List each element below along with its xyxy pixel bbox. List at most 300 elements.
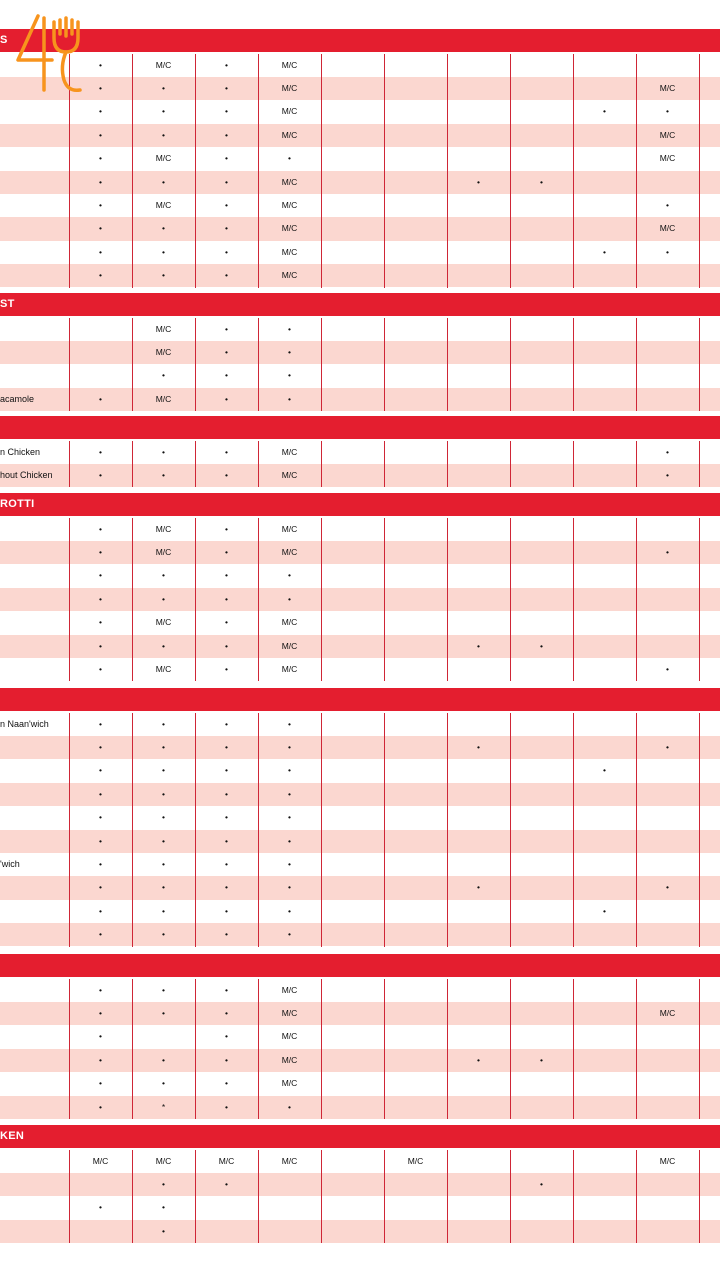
table-cell: •	[225, 199, 228, 210]
table-cell	[321, 364, 384, 387]
table-row	[0, 783, 720, 806]
table-cell: •	[288, 370, 291, 381]
table-cell	[384, 318, 447, 341]
table-cell: •	[162, 370, 165, 381]
column-rule	[699, 518, 700, 682]
table-cell	[447, 518, 510, 541]
table-cell	[384, 54, 447, 77]
table-cell: •	[225, 929, 228, 940]
column-rule	[195, 979, 196, 1119]
table-cell	[321, 54, 384, 77]
table-cell	[573, 923, 636, 946]
table-cell: •	[540, 1054, 543, 1065]
table-cell: •	[288, 882, 291, 893]
table-cell	[510, 713, 573, 736]
table-cell	[258, 1173, 321, 1196]
table-cell: •	[225, 546, 228, 557]
column-rule	[321, 518, 322, 682]
column-rule	[132, 713, 133, 947]
table-cell: •	[99, 858, 102, 869]
table-cell: •	[162, 446, 165, 457]
table-cell: M/C	[281, 469, 298, 480]
table-cell	[573, 194, 636, 217]
table-cell	[699, 1220, 720, 1243]
table-cell	[573, 464, 636, 487]
table-cell	[636, 1220, 699, 1243]
table-cell	[384, 658, 447, 681]
table-cell	[510, 1220, 573, 1243]
table-row	[0, 658, 720, 681]
column-rule	[258, 441, 259, 488]
table-cell: •	[162, 812, 165, 823]
table-row	[0, 900, 720, 923]
table-cell: M/C	[281, 984, 298, 995]
table-cell	[447, 318, 510, 341]
table-cell: •	[162, 905, 165, 916]
table-cell	[699, 518, 720, 541]
table-cell: •	[99, 718, 102, 729]
table-cell: •	[99, 129, 102, 140]
column-rule	[699, 1150, 700, 1244]
table-cell	[699, 264, 720, 287]
table-cell	[573, 806, 636, 829]
table-cell: •	[99, 446, 102, 457]
table-cell: •	[225, 223, 228, 234]
table-cell	[384, 241, 447, 264]
table-cell: M/C	[155, 523, 172, 534]
table-cell: M/C	[281, 446, 298, 457]
table-cell: •	[225, 1178, 228, 1189]
column-rule	[510, 441, 511, 488]
table-cell: •	[99, 835, 102, 846]
table-cell	[636, 635, 699, 658]
table-cell	[321, 147, 384, 170]
table-cell: M/C	[155, 199, 172, 210]
table-cell	[510, 364, 573, 387]
table-cell	[699, 241, 720, 264]
column-rule	[384, 979, 385, 1119]
table-cell	[321, 783, 384, 806]
table-cell	[573, 736, 636, 759]
table-row	[0, 564, 720, 587]
table-cell	[384, 1072, 447, 1095]
table-cell: •	[162, 129, 165, 140]
table-cell: •	[666, 546, 669, 557]
table-cell	[699, 876, 720, 899]
table-cell	[384, 124, 447, 147]
table-cell	[384, 900, 447, 923]
table-cell	[510, 1002, 573, 1025]
column-rule	[699, 713, 700, 947]
table-cell	[573, 364, 636, 387]
table-cell	[699, 979, 720, 1002]
table-row	[0, 759, 720, 782]
table-cell	[573, 1049, 636, 1072]
table-cell	[384, 217, 447, 240]
table-cell: •	[99, 270, 102, 281]
table-cell: •	[477, 882, 480, 893]
table-cell: M/C	[155, 153, 172, 164]
table-cell	[321, 77, 384, 100]
table-cell	[321, 830, 384, 853]
table-cell: •	[477, 741, 480, 752]
table-cell: •	[225, 765, 228, 776]
table-cell	[510, 830, 573, 853]
column-rule	[132, 318, 133, 412]
table-cell: •	[225, 788, 228, 799]
column-rule	[258, 54, 259, 288]
table-cell	[447, 806, 510, 829]
table-row	[0, 217, 720, 240]
table-cell	[510, 564, 573, 587]
table-cell	[573, 541, 636, 564]
column-rule	[573, 318, 574, 412]
table-cell	[573, 1025, 636, 1048]
table-cell: M/C	[281, 663, 298, 674]
table-cell: •	[162, 106, 165, 117]
table-cell: •	[225, 153, 228, 164]
table-cell	[510, 853, 573, 876]
table-cell: M/C	[659, 1007, 676, 1018]
column-rule	[573, 713, 574, 947]
table-cell: •	[99, 523, 102, 534]
table-cell	[447, 588, 510, 611]
table-cell	[384, 441, 447, 464]
table-cell	[573, 1150, 636, 1173]
column-rule	[573, 979, 574, 1119]
table-cell: •	[603, 106, 606, 117]
table-cell	[384, 588, 447, 611]
table-cell: •	[288, 741, 291, 752]
table-cell: •	[225, 984, 228, 995]
table-cell: •	[288, 393, 291, 404]
table-cell: •	[603, 246, 606, 257]
section-title: ROTTI	[0, 498, 35, 510]
table-cell	[699, 1049, 720, 1072]
table-cell	[384, 736, 447, 759]
table-cell	[699, 441, 720, 464]
table-cell: •	[225, 82, 228, 93]
table-cell	[321, 1049, 384, 1072]
column-rule	[258, 979, 259, 1119]
table-cell	[384, 464, 447, 487]
table-cell	[384, 1220, 447, 1243]
table-cell	[384, 979, 447, 1002]
table-row	[0, 1220, 720, 1243]
table-cell	[321, 853, 384, 876]
table-cell: M/C	[281, 59, 298, 70]
table-cell: •	[99, 765, 102, 776]
table-cell: •	[225, 905, 228, 916]
table-cell: M/C	[281, 1155, 298, 1166]
table-cell	[447, 124, 510, 147]
table-cell	[447, 464, 510, 487]
column-rule	[258, 518, 259, 682]
table-cell: M/C	[659, 129, 676, 140]
table-cell	[510, 217, 573, 240]
table-cell	[384, 1025, 447, 1048]
column-rule	[321, 713, 322, 947]
table-cell: •	[225, 523, 228, 534]
table-cell	[321, 588, 384, 611]
column-rule	[69, 318, 70, 412]
table-cell: •	[666, 446, 669, 457]
table-cell: •	[162, 984, 165, 995]
table-cell	[636, 1196, 699, 1219]
table-cell	[573, 388, 636, 411]
table-cell: •	[225, 593, 228, 604]
column-rule	[195, 1150, 196, 1244]
column-rule	[321, 54, 322, 288]
table-cell	[699, 588, 720, 611]
table-cell: M/C	[281, 270, 298, 281]
column-rule	[510, 518, 511, 682]
table-row	[0, 736, 720, 759]
table-row	[0, 241, 720, 264]
table-cell	[699, 124, 720, 147]
table-cell	[447, 923, 510, 946]
table-cell: M/C	[281, 640, 298, 651]
table-cell	[510, 77, 573, 100]
table-cell	[447, 1196, 510, 1219]
table-cell: •	[99, 1007, 102, 1018]
table-cell: •	[225, 370, 228, 381]
column-rule	[321, 979, 322, 1119]
column-rule	[195, 54, 196, 288]
table-cell	[573, 1072, 636, 1095]
table-row	[0, 806, 720, 829]
table-cell: •	[99, 393, 102, 404]
table-cell: •	[225, 270, 228, 281]
table-cell	[384, 611, 447, 634]
table-cell	[510, 783, 573, 806]
table-cell: M/C	[155, 663, 172, 674]
column-rule	[510, 979, 511, 1119]
table-cell	[510, 1096, 573, 1119]
table-cell: M/C	[281, 1007, 298, 1018]
column-rule	[447, 518, 448, 682]
table-cell: •	[666, 199, 669, 210]
table-cell: •	[288, 346, 291, 357]
table-row	[0, 853, 720, 876]
table-cell	[636, 1072, 699, 1095]
table-cell	[510, 736, 573, 759]
table-cell	[699, 364, 720, 387]
table-cell: •	[99, 59, 102, 70]
table-cell	[699, 194, 720, 217]
column-rule	[636, 713, 637, 947]
table-cell	[384, 713, 447, 736]
table-cell: M/C	[281, 106, 298, 117]
column-rule	[321, 1150, 322, 1244]
table-cell	[510, 759, 573, 782]
table-cell	[636, 830, 699, 853]
column-rule	[69, 1150, 70, 1244]
table-cell: •	[225, 741, 228, 752]
column-rule	[384, 1150, 385, 1244]
table-cell	[573, 147, 636, 170]
table-row	[0, 77, 720, 100]
row-label: 'wich	[0, 858, 20, 869]
table-cell	[384, 783, 447, 806]
table-row	[0, 1025, 720, 1048]
table-row	[0, 100, 720, 123]
column-rule	[69, 979, 70, 1119]
table-cell	[573, 783, 636, 806]
table-cell	[321, 1096, 384, 1119]
table-cell	[384, 147, 447, 170]
table-cell	[573, 341, 636, 364]
table-cell	[510, 979, 573, 1002]
table-cell: •	[225, 812, 228, 823]
table-cell	[699, 635, 720, 658]
column-rule	[258, 1150, 259, 1244]
table-cell	[699, 1196, 720, 1219]
table-cell	[636, 171, 699, 194]
table-cell	[699, 1150, 720, 1173]
table-cell	[573, 713, 636, 736]
table-cell	[510, 923, 573, 946]
table-cell	[699, 713, 720, 736]
table-cell	[510, 100, 573, 123]
table-cell	[699, 658, 720, 681]
table-cell	[699, 464, 720, 487]
table-cell	[636, 783, 699, 806]
table-cell: M/C	[155, 323, 172, 334]
table-cell: M/C	[281, 617, 298, 628]
table-cell	[384, 564, 447, 587]
table-cell	[699, 100, 720, 123]
table-cell	[510, 806, 573, 829]
table-cell: •	[99, 905, 102, 916]
table-cell	[573, 588, 636, 611]
table-cell: •	[162, 741, 165, 752]
table-row	[0, 1049, 720, 1072]
column-rule	[510, 318, 511, 412]
table-cell: •	[99, 176, 102, 187]
table-cell	[321, 806, 384, 829]
column-rule	[69, 713, 70, 947]
table-cell: •	[225, 858, 228, 869]
table-cell	[321, 611, 384, 634]
table-cell	[69, 1220, 132, 1243]
table-cell: •	[99, 82, 102, 93]
column-rule	[699, 318, 700, 412]
table-cell: •	[603, 765, 606, 776]
column-rule	[384, 318, 385, 412]
table-cell	[636, 54, 699, 77]
table-cell	[321, 318, 384, 341]
table-cell: •	[225, 617, 228, 628]
table-cell	[447, 830, 510, 853]
table-cell: M/C	[92, 1155, 109, 1166]
table-cell	[447, 1150, 510, 1173]
table-row	[0, 713, 720, 736]
row-label: n Naan'wich	[0, 718, 49, 729]
table-cell: •	[162, 1178, 165, 1189]
table-cell: *	[161, 1101, 166, 1112]
table-cell	[321, 217, 384, 240]
table-cell: •	[225, 882, 228, 893]
table-cell	[69, 318, 132, 341]
table-cell	[573, 54, 636, 77]
column-rule	[384, 441, 385, 488]
table-cell	[321, 1072, 384, 1095]
table-cell	[636, 806, 699, 829]
table-cell: •	[162, 1054, 165, 1065]
table-cell	[636, 853, 699, 876]
table-cell	[384, 541, 447, 564]
table-row	[0, 979, 720, 1002]
table-cell	[321, 1220, 384, 1243]
table-cell	[447, 541, 510, 564]
table-cell	[132, 1025, 195, 1048]
column-rule	[510, 54, 511, 288]
table-cell: M/C	[155, 346, 172, 357]
table-cell: M/C	[659, 223, 676, 234]
table-cell	[321, 1002, 384, 1025]
table-cell	[447, 979, 510, 1002]
table-cell	[573, 77, 636, 100]
table-cell: •	[99, 1031, 102, 1042]
table-cell: •	[162, 1007, 165, 1018]
table-cell: •	[288, 593, 291, 604]
column-rule	[636, 54, 637, 288]
table-cell	[573, 124, 636, 147]
table-cell	[447, 441, 510, 464]
table-cell	[573, 217, 636, 240]
table-cell: M/C	[155, 617, 172, 628]
table-cell	[384, 194, 447, 217]
table-cell	[510, 658, 573, 681]
table-cell: •	[225, 1101, 228, 1112]
table-cell	[321, 736, 384, 759]
table-cell: •	[99, 984, 102, 995]
table-cell	[447, 100, 510, 123]
column-rule	[447, 54, 448, 288]
table-cell	[573, 564, 636, 587]
table-cell	[321, 900, 384, 923]
table-cell	[699, 217, 720, 240]
table-cell	[573, 1173, 636, 1196]
column-rule	[195, 518, 196, 682]
section-header	[0, 29, 720, 52]
table-row	[0, 1002, 720, 1025]
table-cell: M/C	[281, 1031, 298, 1042]
table-cell: •	[162, 929, 165, 940]
table-cell: •	[225, 446, 228, 457]
table-row	[0, 194, 720, 217]
table-cell	[321, 1173, 384, 1196]
table-cell	[636, 388, 699, 411]
table-cell	[69, 1173, 132, 1196]
table-cell	[636, 1025, 699, 1048]
table-cell	[384, 388, 447, 411]
table-cell	[699, 54, 720, 77]
column-rule	[321, 441, 322, 488]
table-cell	[573, 1096, 636, 1119]
table-cell: •	[540, 640, 543, 651]
table-cell	[447, 658, 510, 681]
table-cell	[636, 923, 699, 946]
column-rule	[510, 1150, 511, 1244]
table-cell	[384, 264, 447, 287]
table-cell: •	[288, 929, 291, 940]
table-cell: •	[288, 323, 291, 334]
table-row	[0, 147, 720, 170]
table-cell	[447, 853, 510, 876]
table-cell: •	[288, 765, 291, 776]
